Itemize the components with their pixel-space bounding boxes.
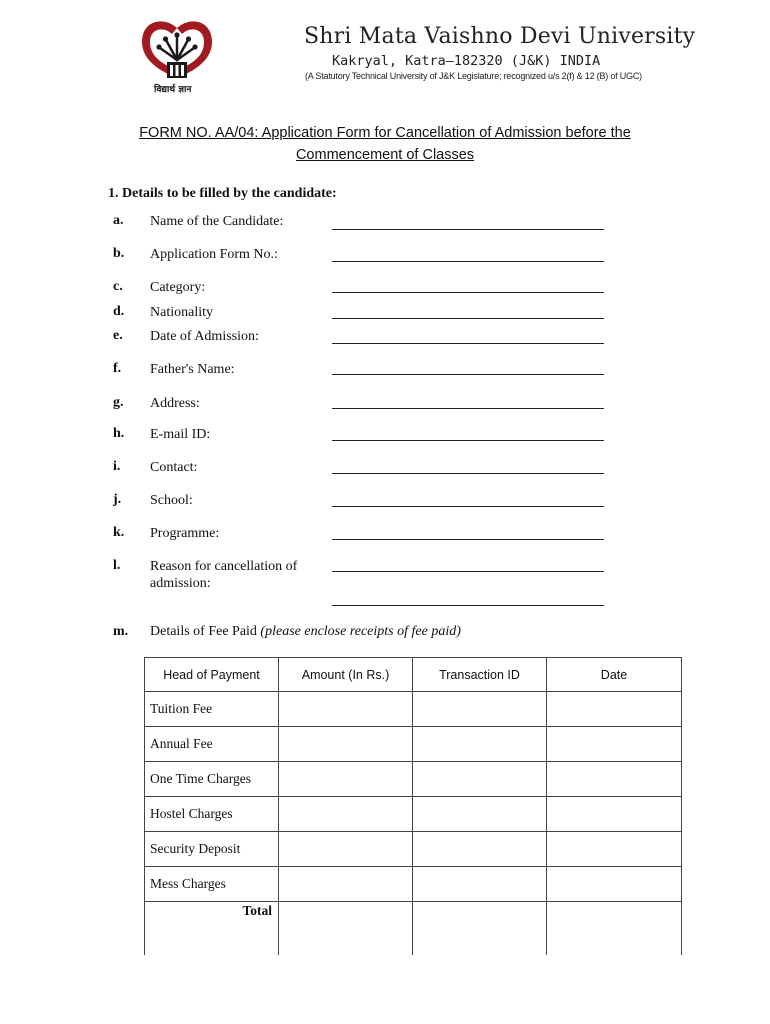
- fee-row-label: Annual Fee: [145, 727, 279, 762]
- university-name: Shri Mata Vaishno Devi University: [304, 24, 696, 49]
- fee-row-label: Mess Charges: [145, 867, 279, 902]
- field-letter-f: f.: [113, 361, 122, 376]
- field-letter-c: c.: [113, 279, 123, 294]
- fee-row-label: Tuition Fee: [145, 692, 279, 727]
- fee-details-label: [150, 624, 461, 640]
- fee-row-label: Hostel Charges: [145, 797, 279, 832]
- fee-header-date: Date: [547, 658, 682, 692]
- field-letter-l: l.: [113, 558, 121, 573]
- fee-header-amount: Amount (In Rs.): [279, 658, 413, 692]
- fee-total-row: [145, 902, 682, 956]
- field-letter-h: h.: [113, 426, 125, 441]
- field-line-application-no[interactable]: [332, 261, 604, 262]
- fee-table-header-row: [145, 658, 682, 692]
- field-line-fathers-name[interactable]: [332, 374, 604, 375]
- field-letter-e: e.: [113, 328, 123, 343]
- fee-amount-cell[interactable]: [279, 692, 413, 727]
- field-letter-i: i.: [113, 459, 121, 474]
- field-label-reason: [150, 558, 297, 592]
- fee-date-cell[interactable]: [547, 692, 682, 727]
- table-row: [145, 832, 682, 867]
- university-address: Kakryal, Katra–182320 (J&K) INDIA: [332, 53, 601, 69]
- field-letter-j: j.: [113, 492, 122, 507]
- fee-table: [144, 657, 682, 955]
- fee-total-label: Total: [145, 902, 279, 956]
- field-label-name: Name of the Candidate:: [150, 214, 284, 229]
- field-letter-m: m.: [113, 624, 129, 639]
- field-label-fathers-name: Father's Name:: [150, 362, 235, 377]
- fee-transaction-cell[interactable]: [413, 797, 547, 832]
- fee-transaction-cell[interactable]: [413, 727, 547, 762]
- form-title: [100, 122, 670, 166]
- fee-date-cell[interactable]: [547, 832, 682, 867]
- field-line-programme[interactable]: [332, 539, 604, 540]
- fee-amount-cell[interactable]: [279, 762, 413, 797]
- field-label-school: School:: [150, 493, 193, 508]
- fee-details-text: Details of Fee Paid: [150, 624, 261, 639]
- fee-row-label: One Time Charges: [145, 762, 279, 797]
- fee-header-head-of-payment: Head of Payment: [145, 658, 279, 692]
- field-label-contact: Contact:: [150, 460, 198, 475]
- fee-transaction-cell[interactable]: [413, 832, 547, 867]
- table-row: [145, 692, 682, 727]
- fee-date-cell[interactable]: [547, 867, 682, 902]
- fee-details-note: (please enclose receipts of fee paid): [260, 624, 461, 639]
- field-label-application-no: Application Form No.:: [150, 247, 278, 262]
- fee-date-cell[interactable]: [547, 727, 682, 762]
- field-line-email[interactable]: [332, 440, 604, 441]
- field-label-address: Address:: [150, 396, 200, 411]
- form-title-line1: FORM NO. AA/04: Application Form for Cancellation of Admission before the: [139, 125, 631, 141]
- fee-amount-cell[interactable]: [279, 727, 413, 762]
- fee-total-date-cell[interactable]: [547, 902, 682, 956]
- field-line-contact[interactable]: [332, 473, 604, 474]
- field-letter-g: g.: [113, 395, 124, 410]
- field-label-date-of-admission: Date of Admission:: [150, 329, 259, 344]
- fee-total-transaction-cell[interactable]: [413, 902, 547, 956]
- university-note: (A Statutory Technical University of J&K Legislature; recognized u/s 2(f) & 12 (B) of UGC): [305, 71, 642, 81]
- field-label-nationality: Nationality: [150, 305, 213, 320]
- fee-amount-cell[interactable]: [279, 867, 413, 902]
- field-line-reason-1[interactable]: [332, 571, 604, 572]
- field-label-programme: Programme:: [150, 526, 220, 541]
- fee-amount-cell[interactable]: [279, 832, 413, 867]
- field-line-reason-2[interactable]: [332, 605, 604, 606]
- form-title-line2: Commencement of Classes: [295, 147, 475, 163]
- field-line-category[interactable]: [332, 292, 604, 293]
- field-letter-k: k.: [113, 525, 125, 540]
- field-label-email: E-mail ID:: [150, 427, 211, 442]
- field-letter-a: a.: [113, 213, 124, 228]
- field-line-nationality[interactable]: [332, 318, 604, 319]
- field-letter-b: b.: [113, 246, 125, 261]
- fee-date-cell[interactable]: [547, 762, 682, 797]
- table-row: [145, 762, 682, 797]
- fee-amount-cell[interactable]: [279, 797, 413, 832]
- fee-row-label: Security Deposit: [145, 832, 279, 867]
- field-label-reason-line1: Reason for cancellation of: [150, 559, 298, 574]
- field-line-name[interactable]: [332, 229, 604, 230]
- table-row: [145, 797, 682, 832]
- fee-transaction-cell[interactable]: [413, 867, 547, 902]
- fee-transaction-cell[interactable]: [413, 762, 547, 797]
- field-letter-d: d.: [113, 304, 125, 319]
- field-line-address[interactable]: [332, 408, 604, 409]
- fee-date-cell[interactable]: [547, 797, 682, 832]
- table-row: [145, 727, 682, 762]
- field-label-reason-line2: admission:: [150, 576, 211, 591]
- fee-header-transaction-id: Transaction ID: [413, 658, 547, 692]
- field-label-category: Category:: [150, 280, 206, 295]
- fee-total-amount-cell[interactable]: [279, 902, 413, 956]
- section-heading: 1. Details to be filled by the candidate:: [108, 186, 337, 201]
- field-line-date-of-admission[interactable]: [332, 343, 604, 344]
- table-row: [145, 867, 682, 902]
- logo-motto: विद्यार्थ ज्ञान: [154, 85, 192, 95]
- university-logo: [136, 14, 218, 98]
- field-line-school[interactable]: [332, 506, 604, 507]
- fee-transaction-cell[interactable]: [413, 692, 547, 727]
